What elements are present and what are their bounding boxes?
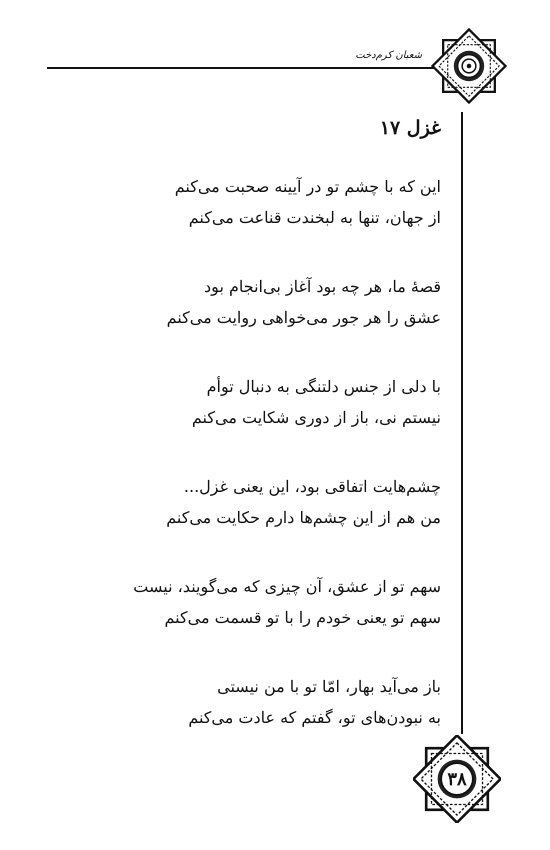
verse-line: چشم‌هایت اتفاقی بود، این یعنی غزل...	[183, 477, 441, 496]
verse-line: سهم تو یعنی خودم را با تو قسمت می‌کنم	[164, 608, 441, 627]
margin-rule	[461, 112, 463, 734]
stanza-2	[90, 271, 441, 333]
verse-line: از جهان، تنها به لبخندت قناعت می‌کنم	[188, 208, 441, 227]
verse-line: باز می‌آید بهار، امّا تو با من نیستی	[217, 677, 441, 696]
verse-line: با دلی از جنس دلتنگی به دنبال توأم	[206, 377, 441, 396]
header-rule	[47, 67, 442, 69]
page-number: ۳۸	[447, 768, 467, 790]
stanza-3	[90, 371, 441, 433]
ornament-top-icon	[431, 28, 507, 104]
verse-line: من هم از این چشم‌ها دارم حکایت می‌کنم	[166, 508, 441, 527]
stanza-6	[90, 671, 441, 733]
verse-line: به نبودن‌های تو، گفتم که عادت می‌کنم	[188, 708, 441, 727]
running-header-author: شعبان کرم‌دخت	[355, 50, 422, 61]
verse-line: این که با چشم تو در آیینه صحبت می‌کنم	[174, 177, 441, 196]
stanza-5	[90, 571, 441, 633]
poem-title: غزل ۱۷	[379, 117, 441, 139]
verse-line: نیستم نی، باز از دوری شکایت می‌کنم	[191, 408, 441, 427]
stanza-4	[90, 471, 441, 533]
verse-line: سهم تو از عشق، آن چیزی که می‌گویند، نیست	[133, 577, 441, 596]
stanza-1	[90, 171, 441, 233]
verse-line: قصهٔ ما، هر چه بود آغاز بی‌انجام بود	[204, 277, 441, 296]
verse-line: عشق را هر جور می‌خواهی روایت می‌کنم	[166, 308, 441, 327]
